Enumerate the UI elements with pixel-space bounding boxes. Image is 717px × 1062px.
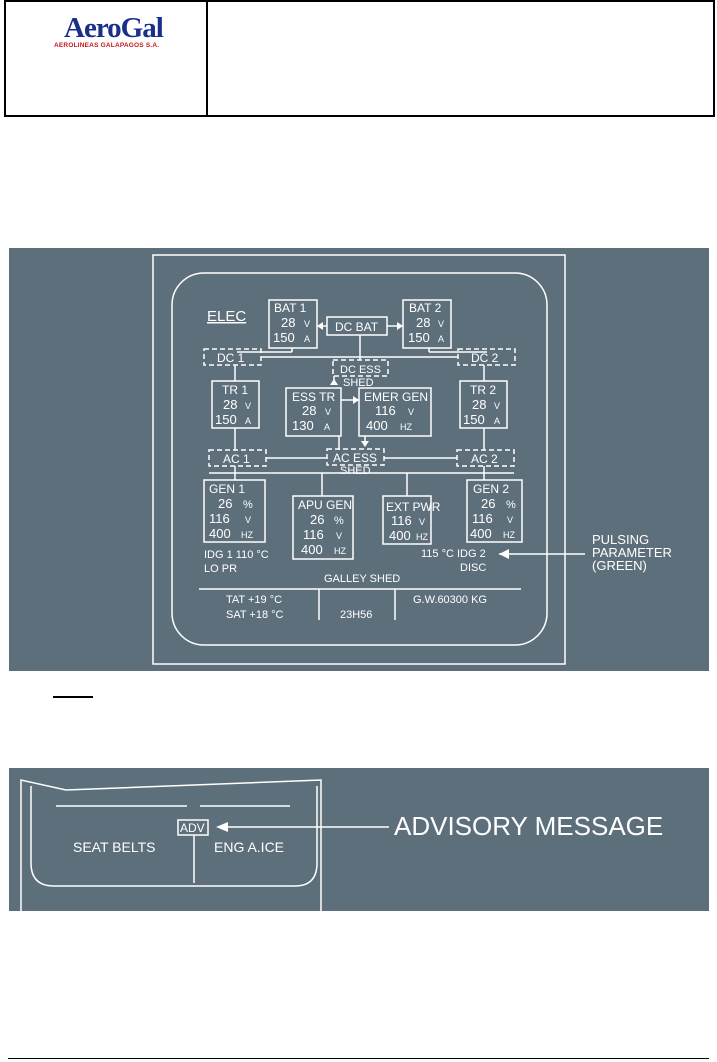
galley-shed: GALLEY SHED <box>324 573 401 585</box>
dc2-label: DC 2 <box>471 351 499 365</box>
tr2-amp: 150 <box>463 412 485 427</box>
apu-gen-volt-unit: V <box>336 531 343 541</box>
dc-ess-shed: SHED <box>343 377 374 389</box>
advisory-message-callout: ADVISORY MESSAGE <box>394 811 664 841</box>
header-divider <box>206 2 208 115</box>
ecam-elec-figure <box>9 248 709 671</box>
sat-readout: SAT +18 °C <box>226 609 284 621</box>
document-header <box>4 0 715 117</box>
gen2-freq-unit: HZ <box>503 530 515 540</box>
gen1-freq: 400 <box>209 526 231 541</box>
ac2-label: AC 2 <box>471 452 498 466</box>
ess-tr-volt-unit: V <box>325 407 332 417</box>
gen1-volt: 116 <box>209 511 230 526</box>
bat2-volt-unit: V <box>438 319 445 329</box>
bat2-volt: 28 <box>416 315 431 330</box>
idg1-status: IDG 1 110 °C <box>204 549 269 561</box>
eng-anti-ice-memo: ENG A.ICE <box>214 839 285 855</box>
emer-gen-volt: 116 <box>375 403 396 418</box>
seat-belts-memo: SEAT BELTS <box>73 839 156 855</box>
ext-pwr-freq: 400 <box>389 528 411 543</box>
ac1-label: AC 1 <box>223 452 250 466</box>
aerogal-logo <box>54 12 184 52</box>
footer-rule <box>8 1058 709 1059</box>
callout-pulsing: PULSING <box>592 532 650 547</box>
bat1-name: BAT 1 <box>274 301 307 315</box>
gen2-freq: 400 <box>470 526 492 541</box>
tr1-name: TR 1 <box>222 383 249 397</box>
gross-weight: G.W.60300 KG <box>413 594 487 606</box>
callout-parameter: PARAMETER <box>592 545 672 560</box>
ecam-memo-diagram <box>9 768 709 911</box>
apu-gen-freq-unit: HZ <box>334 546 346 556</box>
ecam-memo-figure <box>9 768 709 911</box>
bat1-amp-unit: A <box>304 334 311 344</box>
adv-label: ADV <box>180 821 205 835</box>
gen2-name: GEN 2 <box>473 482 510 496</box>
ess-tr-volt: 28 <box>302 403 317 418</box>
emer-gen-volt-unit: V <box>408 407 415 417</box>
memo-screen <box>31 786 317 886</box>
tr1-amp: 150 <box>215 412 237 427</box>
tr2-name: TR 2 <box>470 383 497 397</box>
idg2-fault: DISC <box>460 562 487 574</box>
idg2-status: 115 °C IDG 2 <box>421 548 486 560</box>
note-underline <box>53 696 93 698</box>
logo-brand: AeroGal <box>64 12 163 44</box>
tr2-volt-unit: V <box>494 401 501 411</box>
bat1-amp: 150 <box>273 330 295 345</box>
utc-time: 23H56 <box>340 609 373 621</box>
bat2-name: BAT 2 <box>409 301 442 315</box>
gen2-load: 26 <box>481 496 496 511</box>
ac-ess-label: AC ESS <box>333 451 378 465</box>
ecam-elec-diagram <box>9 248 709 671</box>
emer-gen-freq-unit: HZ <box>400 422 412 432</box>
tr2-amp-unit: A <box>494 416 501 426</box>
bat1-volt-unit: V <box>304 319 311 329</box>
tr2-volt: 28 <box>472 397 487 412</box>
apu-gen-freq: 400 <box>301 542 323 557</box>
bat2-amp-unit: A <box>438 334 445 344</box>
gen1-load: 26 <box>218 496 233 511</box>
gen1-load-unit: % <box>243 499 253 511</box>
gen1-name: GEN 1 <box>209 482 246 496</box>
gen2-volt-unit: V <box>507 515 514 525</box>
apu-gen-load-unit: % <box>334 515 344 527</box>
gen2-load-unit: % <box>506 499 516 511</box>
ext-pwr-volt: 116 <box>391 513 412 528</box>
tr1-volt: 28 <box>223 397 238 412</box>
tr1-amp-unit: A <box>245 416 252 426</box>
ess-tr-amp: 130 <box>292 418 314 433</box>
gen1-freq-unit: HZ <box>241 530 253 540</box>
emer-gen-name: EMER GEN <box>364 390 429 404</box>
tr1-volt-unit: V <box>245 401 252 411</box>
ess-tr-amp-unit: A <box>324 422 331 432</box>
ext-pwr-freq-unit: HZ <box>416 532 428 542</box>
dc-ess-label: DC ESS <box>340 364 381 376</box>
bat2-amp: 150 <box>408 330 430 345</box>
apu-gen-load: 26 <box>310 512 325 527</box>
ac-ess-shed: SHED <box>340 465 371 477</box>
gen2-volt: 116 <box>472 511 493 526</box>
callout-green: (GREEN) <box>592 558 647 573</box>
apu-gen-volt: 116 <box>303 527 324 542</box>
ess-tr-name: ESS TR <box>292 390 336 404</box>
bat1-volt: 28 <box>281 315 296 330</box>
apu-gen-name: APU GEN <box>298 498 353 512</box>
ext-pwr-volt-unit: V <box>419 517 426 527</box>
dc1-label: DC 1 <box>217 351 245 365</box>
idg1-fault: LO PR <box>204 563 238 575</box>
ext-pwr-name: EXT PWR <box>386 500 441 514</box>
emer-gen-freq: 400 <box>366 418 388 433</box>
logo-subtitle: AEROLINEAS GALAPAGOS S.A. <box>54 42 160 49</box>
gen1-volt-unit: V <box>245 515 252 525</box>
dc-bat-label: DC BAT <box>335 320 379 334</box>
tat-readout: TAT +19 °C <box>226 594 283 606</box>
elec-title: ELEC <box>207 308 247 325</box>
